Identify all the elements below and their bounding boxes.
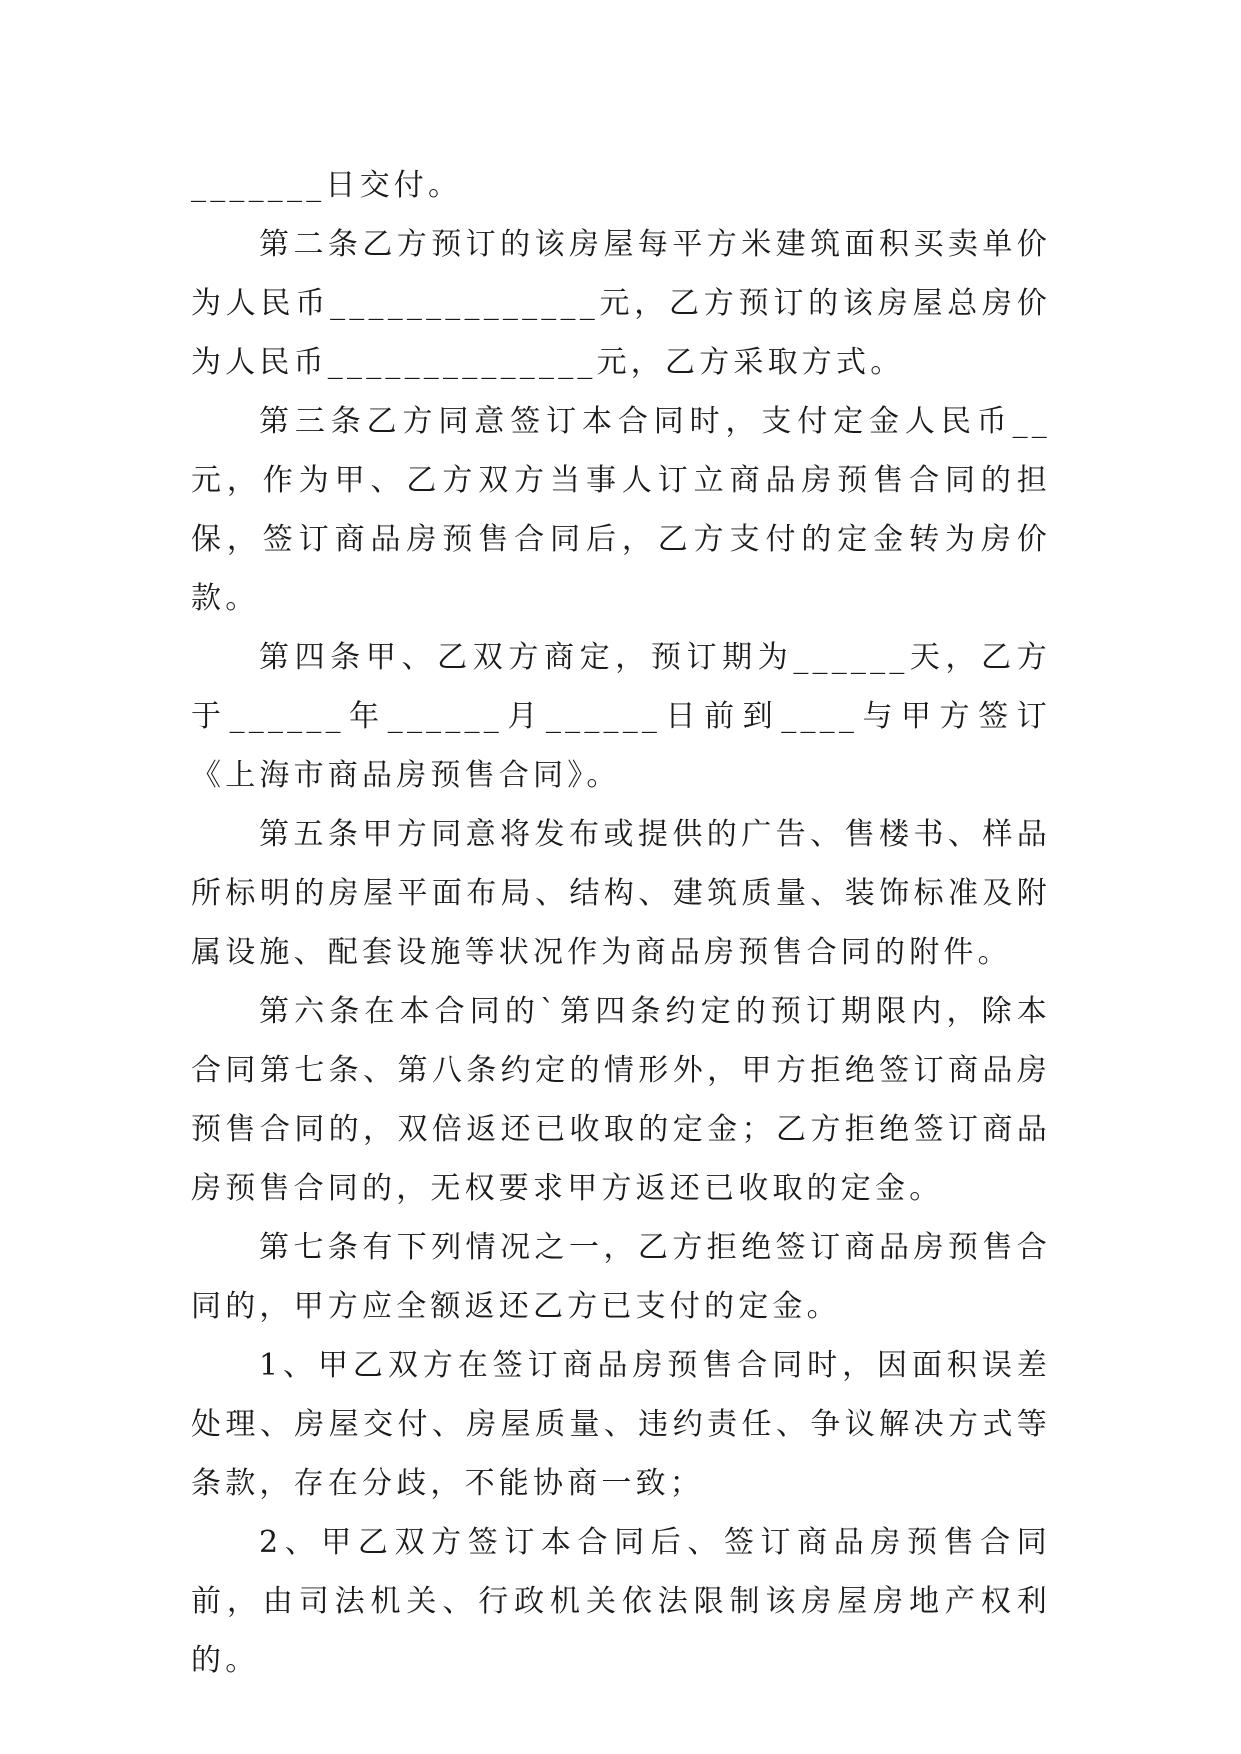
document-body (191, 156, 1051, 1690)
paragraph-article-6: 第六条在本合同的`第四条约定的预订期限内，除本合同第七条、第八条约定的情形外，甲方拒绝签订商品房预售合同的，双倍返还已收取的定金；乙方拒绝签订商品房预售合同的，无权要求甲方返还已收取的定金。 (191, 994, 1051, 1206)
paragraph-delivery-date: _______日交付。 (191, 168, 463, 203)
paragraph-article-7: 第七条有下列情况之一，乙方拒绝签订商品房预售合同的，甲方应全额返还乙方已支付的定金。 (191, 1230, 1051, 1324)
paragraph-article-5: 第五条甲方同意将发布或提供的广告、售楼书、样品所标明的房屋平面布局、结构、建筑质量、装饰标准及附属设施、配套设施等状况作为商品房预售合同的附件。 (191, 817, 1051, 970)
paragraph-item-1: 1、甲乙双方在签订商品房预售合同时，因面积误差处理、房屋交付、房屋质量、违约责任、争议解决方式等条款，存在分歧，不能协商一致； (191, 1348, 1051, 1501)
paragraph-article-3: 第三条乙方同意签订本合同时，支付定金人民币__元，作为甲、乙方双方当事人订立商品房预售合同的担保，签订商品房预售合同后，乙方支付的定金转为房价款。 (191, 404, 1051, 616)
paragraph-article-2: 第二条乙方预订的该房屋每平方米建筑面积买卖单价为人民币______________元，乙方预订的该房屋总房价为人民币______________元，乙方采取方式。 (191, 227, 1051, 380)
paragraph-article-4: 第四条甲、乙双方商定，预订期为______天，乙方于______年______月______日前到____与甲方签订《上海市商品房预售合同》。 (191, 640, 1051, 793)
paragraph-item-2: 2、甲乙双方签订本合同后、签订商品房预售合同前，由司法机关、行政机关依法限制该房屋房地产权利的。 (191, 1525, 1051, 1678)
